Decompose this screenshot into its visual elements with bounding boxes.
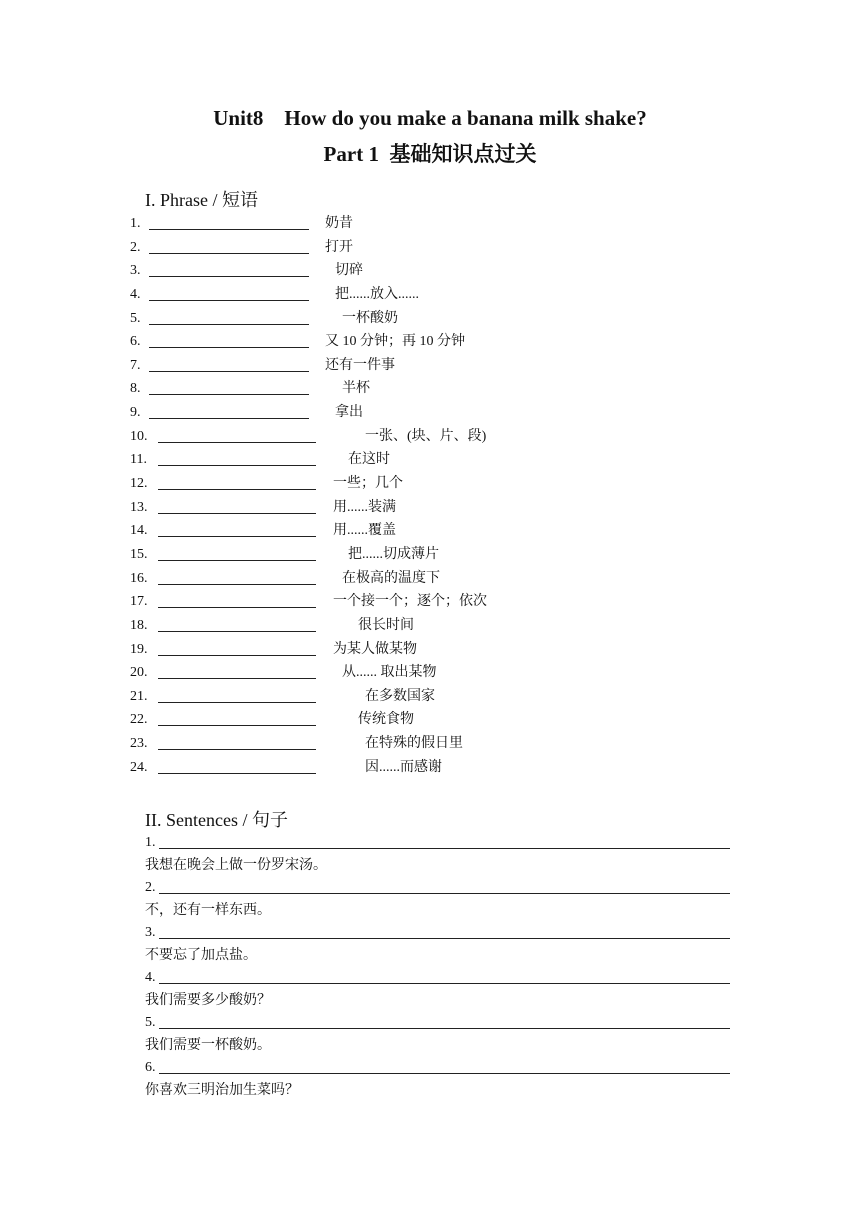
phrase-answer-blank[interactable] (149, 347, 309, 348)
phrase-row (130, 638, 730, 662)
phrase-row (130, 708, 730, 732)
phrase-answer-blank[interactable] (158, 536, 316, 537)
phrase-answer-blank[interactable] (149, 253, 309, 254)
phrase-number: 12. (130, 476, 148, 492)
phrase-row (130, 756, 730, 780)
phrase-row (130, 401, 730, 425)
phrase-meaning: 很长时间 (358, 617, 414, 633)
phrase-answer-blank[interactable] (149, 324, 309, 325)
phrase-row (130, 354, 730, 378)
phrase-number: 19. (130, 641, 148, 657)
phrase-row (130, 543, 730, 567)
phrase-meaning: 半杯 (342, 381, 370, 397)
phrase-number: 8. (130, 381, 141, 397)
phrase-answer-blank[interactable] (158, 584, 316, 585)
phrase-answer-blank[interactable] (149, 276, 309, 277)
sentence-answer-blank[interactable] (159, 1028, 730, 1029)
phrase-number: 1. (130, 216, 141, 231)
phrase-number: 10. (130, 428, 148, 444)
sentence-chinese: 不要忘了加点盐。 (145, 948, 257, 963)
sentence-chinese: 你喜欢三明治加生菜吗？ (145, 1083, 299, 1098)
phrase-row (130, 472, 730, 496)
phrase-answer-blank[interactable] (158, 749, 316, 750)
sentence-chinese: 我们需要一杯酸奶。 (145, 1038, 271, 1053)
phrase-answer-blank[interactable] (158, 442, 316, 443)
phrase-number: 7. (130, 357, 141, 373)
phrase-meaning: 又 10 分钟；再 10 分钟 (325, 334, 465, 350)
sentence-row (145, 922, 735, 967)
sentence-number: 6. (145, 1060, 156, 1075)
phrase-number: 24. (130, 759, 148, 775)
phrase-number: 17. (130, 594, 148, 610)
sentence-number: 5. (145, 1015, 156, 1030)
phrase-answer-blank[interactable] (158, 773, 316, 774)
phrase-meaning: 从...... 取出某物 (342, 665, 437, 681)
phrase-number: 20. (130, 665, 148, 681)
phrase-row (130, 732, 730, 756)
phrase-meaning: 拿出 (335, 405, 363, 421)
phrase-meaning: 把......切成薄片 (348, 546, 439, 562)
phrase-number: 13. (130, 499, 148, 515)
phrase-answer-blank[interactable] (158, 607, 316, 608)
phrase-answer-blank[interactable] (158, 631, 316, 632)
sentence-row (145, 1057, 735, 1102)
phrase-answer-blank[interactable] (158, 465, 316, 466)
sentence-answer-blank[interactable] (159, 983, 730, 984)
phrase-answer-blank[interactable] (158, 678, 316, 679)
sentence-number: 3. (145, 925, 156, 940)
phrase-answer-blank[interactable] (158, 725, 316, 726)
phrase-meaning: 打开 (325, 239, 353, 255)
sentence-row (145, 877, 735, 922)
phrase-row (130, 212, 730, 236)
phrase-answer-blank[interactable] (149, 229, 309, 230)
phrase-meaning: 因......而感谢 (365, 759, 442, 775)
phrase-row (130, 330, 730, 354)
phrase-number: 5. (130, 310, 141, 326)
sentence-chinese: 我想在晚会上做一份罗宋汤。 (145, 858, 327, 873)
phrase-answer-blank[interactable] (149, 418, 309, 419)
phrase-row (130, 519, 730, 543)
phrase-meaning: 把......放入...... (335, 286, 419, 302)
phrase-number: 21. (130, 688, 148, 704)
phrase-number: 23. (130, 736, 148, 752)
phrase-meaning: 奶昔 (325, 216, 353, 231)
sentence-number: 4. (145, 970, 156, 985)
phrase-meaning: 一张、(块、片、段) (365, 428, 487, 444)
phrase-number: 11. (130, 452, 147, 468)
sentence-number: 2. (145, 880, 156, 895)
phrase-meaning: 在特殊的假日里 (365, 736, 463, 752)
phrase-answer-blank[interactable] (149, 394, 309, 395)
phrase-meaning: 用......覆盖 (333, 523, 396, 539)
sentence-answer-blank[interactable] (159, 938, 730, 939)
phrase-number: 6. (130, 334, 141, 350)
phrase-section-heading: I. Phrase / 短语 (145, 190, 258, 210)
phrase-number: 3. (130, 263, 141, 279)
phrase-number: 15. (130, 546, 148, 562)
phrase-answer-blank[interactable] (158, 560, 316, 561)
phrase-meaning: 在多数国家 (365, 688, 435, 704)
phrase-row (130, 567, 730, 591)
sentence-answer-blank[interactable] (159, 893, 730, 894)
phrase-meaning: 传统食物 (358, 712, 414, 728)
phrase-meaning: 还有一件事 (325, 357, 395, 373)
phrase-meaning: 一些；几个 (333, 476, 403, 492)
phrase-row (130, 614, 730, 638)
phrase-meaning: 一杯酸奶 (342, 310, 398, 326)
sentence-row (145, 832, 735, 877)
sentence-chinese: 我们需要多少酸奶？ (145, 993, 271, 1008)
phrase-row (130, 236, 730, 260)
phrase-row (130, 685, 730, 709)
sentence-row (145, 967, 735, 1012)
phrase-row (130, 425, 730, 449)
phrase-answer-blank[interactable] (158, 489, 316, 490)
phrase-answer-blank[interactable] (158, 513, 316, 514)
phrase-number: 4. (130, 286, 141, 302)
phrase-row (130, 283, 730, 307)
phrase-row (130, 661, 730, 685)
phrase-meaning: 一个接一个；逐个；依次 (333, 594, 487, 610)
phrase-row (130, 307, 730, 331)
page-subtitle: Part 1 基础知识点过关 (323, 142, 537, 166)
phrase-meaning: 切碎 (335, 263, 363, 279)
sentence-answer-blank[interactable] (159, 1073, 730, 1074)
phrase-answer-blank[interactable] (149, 300, 309, 301)
phrase-number: 18. (130, 617, 148, 633)
phrase-row (130, 590, 730, 614)
phrase-answer-blank[interactable] (158, 702, 316, 703)
phrase-number: 14. (130, 523, 148, 539)
sentence-row (145, 1012, 735, 1057)
phrase-meaning: 用......装满 (333, 499, 396, 515)
phrase-list (130, 212, 730, 779)
phrase-row (130, 448, 730, 472)
phrase-number: 2. (130, 239, 141, 255)
phrase-number: 22. (130, 712, 148, 728)
phrase-row (130, 259, 730, 283)
phrase-meaning: 在这时 (348, 452, 390, 468)
phrase-row (130, 377, 730, 401)
sentence-list (145, 832, 735, 1102)
page-title: Unit8 How do you make a banana milk shake? (213, 106, 647, 130)
phrase-number: 16. (130, 570, 148, 586)
sentence-answer-blank[interactable] (159, 848, 730, 849)
phrase-answer-blank[interactable] (158, 655, 316, 656)
phrase-row (130, 496, 730, 520)
phrase-answer-blank[interactable] (149, 371, 309, 372)
phrase-meaning: 为某人做某物 (333, 641, 417, 657)
phrase-meaning: 在极高的温度下 (342, 570, 440, 586)
sentence-number: 1. (145, 835, 156, 850)
sentence-section-heading: II. Sentences / 句子 (145, 810, 288, 830)
phrase-number: 9. (130, 405, 141, 421)
sentence-chinese: 不，还有一样东西。 (145, 903, 271, 918)
